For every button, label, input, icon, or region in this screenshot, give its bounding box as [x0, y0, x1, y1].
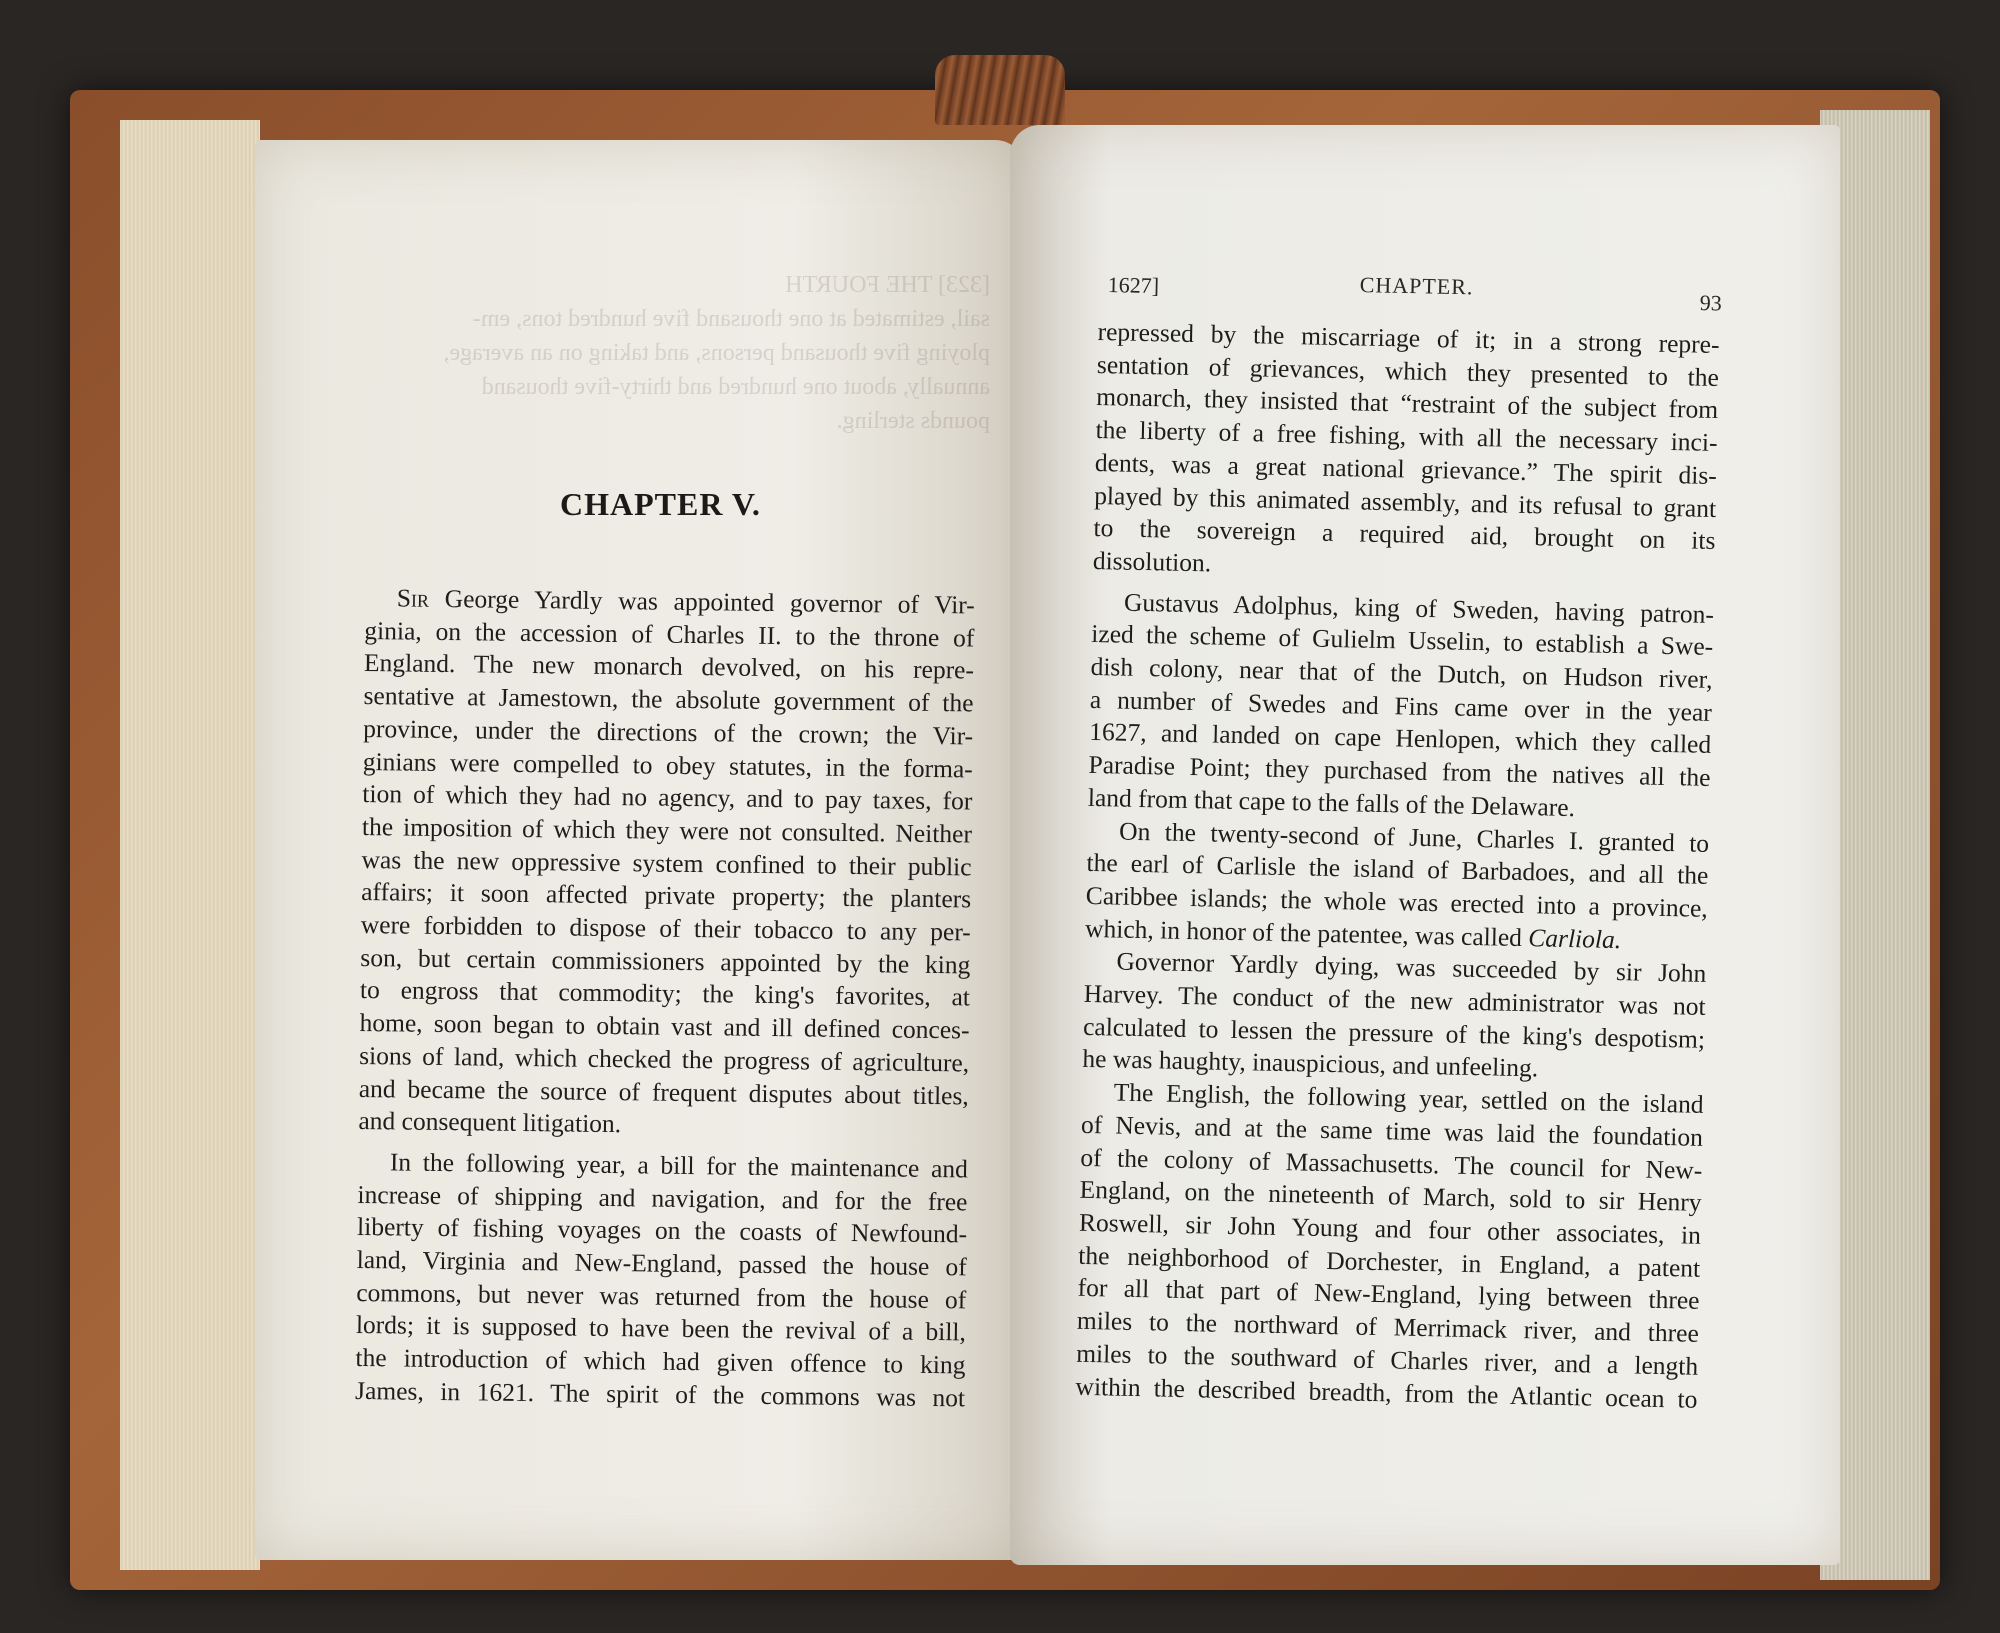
text-line: Gustavus Adolphus, king of Sweden, having patron- [1123, 587, 1715, 629]
text-line: dish colony, near that of the Dutch, on Hudson river, [1090, 651, 1713, 694]
text-line: dissolution. [1092, 545, 1212, 578]
book-spine [935, 55, 1065, 125]
text-line: were forbidden to dispose of their tobacco to any per- [360, 910, 971, 947]
text-line: and consequent litigation. [358, 1106, 622, 1139]
text-line: Governor Yardly dying, was succeeded by sir John [1116, 946, 1707, 989]
text-line: was the new oppressive system confined to their public [361, 844, 972, 882]
text-line: affairs; it soon affected private property; the planters [361, 877, 972, 914]
first-word: Sir [396, 583, 430, 613]
text-line: the liberty of a free fishing, with all the necessary inci- [1095, 415, 1718, 458]
text-line: Sir George Yardly was appointed governor of Vir- [396, 583, 975, 620]
text-line: land from that cape to the falls of the Delaware. [1087, 782, 1576, 822]
text-line: of Nevis, and at the same time was laid the foundation [1080, 1109, 1704, 1152]
text-line: miles to the southward of Charles river, and a length [1075, 1338, 1699, 1381]
page-number: 93 [1699, 290, 1722, 316]
text-line: he was haughty, inauspicious, and unfeeling. [1082, 1044, 1539, 1083]
text-line: England. The new monarch devolved, on his repre- [363, 648, 975, 685]
text-line: land, Virginia and New-England, passed the house of [356, 1245, 967, 1282]
right-page-body [1075, 316, 1720, 1416]
text-line: ized the scheme of Gulielm Usselin, to establish a Swe- [1091, 619, 1714, 662]
text-line: province, under the directions of the crown; the Vir- [363, 713, 974, 751]
text-line: commons, but never was returned from the house of [356, 1277, 967, 1315]
text-line: calculated to lessen the pressure of the king's despotism; [1082, 1011, 1706, 1054]
text-line: The English, the following year, settled on the island [1113, 1077, 1704, 1120]
text-line: of the colony of Massachusetts. The council for New- [1080, 1142, 1703, 1185]
text-line: sions of land, which checked the progress of agriculture, [359, 1040, 970, 1078]
ghost-line: pounds sterling. [836, 408, 990, 434]
text-line: to the sovereign a required aid, brought on its [1093, 513, 1716, 556]
page-edges-left [120, 120, 260, 1570]
text-line: England, on the nineteenth of March, sold to sir Henry [1079, 1175, 1702, 1218]
text-line: On the twenty-second of June, Charles I. granted to [1118, 816, 1710, 858]
text-line: which, in honor of the patentee, was called Carliola. [1084, 913, 1622, 954]
text-line: Paradise Point; they purchased from the natives all the [1088, 750, 1711, 793]
text-line: son, but certain commissioners appointed by the king [360, 942, 971, 980]
text-line: within the described breadth, from the Atlantic ocean to [1075, 1371, 1698, 1414]
ghost-line: annually, about one hundred and thirty-five thousand [481, 374, 990, 400]
ghost-line: ploying five thousand persons, and taking on an average, [443, 340, 990, 366]
text-line: sentation of grievances, which they presented to the [1096, 349, 1720, 392]
text-line: repressed by the miscarriage of it; in a strong repre- [1097, 316, 1720, 360]
text-line: sentative at Jamestown, the absolute government of the [363, 681, 974, 718]
text-line: James, in 1621. The spirit of the commons was not [354, 1375, 966, 1413]
text-line: home, soon began to obtain vast and ill defined conces- [359, 1008, 970, 1045]
text-line: to engross that commodity; the king's favorites, at [359, 975, 971, 1012]
text-line: miles to the northward of Merrimack river, and three [1076, 1305, 1700, 1348]
text-line: liberty of fishing voyages on the coasts of Newfound- [356, 1212, 968, 1249]
text-line: ginia, on the accession of Charles II. to the throne of [364, 615, 975, 653]
text-line: tion of which they had no agency, and to pay taxes, for [362, 779, 973, 816]
text-line: In the following year, a bill for the maintenance and [389, 1147, 969, 1184]
text-line: Harvey. The conduct of the new administrator was not [1083, 978, 1706, 1021]
text-line: dents, was a great national grievance.” The spirit dis- [1094, 447, 1718, 490]
text-line: the introduction of which had given offence to king [355, 1343, 966, 1380]
text-line: and became the source of frequent disputes about titles, [358, 1073, 969, 1110]
running-head-year: 1627] [1107, 272, 1160, 299]
text-line: a number of Swedes and Fins came over in the year [1089, 684, 1713, 727]
text-line: for all that part of New-England, lying between three [1077, 1273, 1700, 1316]
show-through-text [370, 268, 990, 438]
ghost-line: sail, estimated at one thousand five hundred tons, em- [472, 306, 990, 332]
text-line: the neighborhood of Dorchester, in England, a patent [1078, 1240, 1701, 1283]
running-head-title: CHAPTER. [1359, 272, 1474, 300]
text-line: the earl of Carlisle the island of Barbadoes, and all the [1086, 848, 1709, 891]
italic-name: Carliola. [1528, 922, 1622, 954]
text-line: Roswell, sir John Young and four other associates, in [1078, 1207, 1702, 1250]
chapter-title: CHAPTER V. [560, 486, 761, 522]
text-line: 1627, and landed on cape Henlopen, which they called [1088, 717, 1712, 760]
left-page-body [355, 582, 975, 1415]
text-line: ginians were compelled to obey statutes, in the forma- [362, 746, 973, 783]
text-line: monarch, they insisted that “restraint of the subject from [1096, 382, 1719, 425]
text-line: Caribbee islands; the whole was erected into a province, [1085, 880, 1709, 923]
text-line: lords; it is supposed to have been the revival of a bill, [355, 1310, 967, 1347]
text-line: played by this animated assembly, and its refusal to grant [1093, 480, 1717, 523]
text-line: the imposition of which they were not consulted. Neither [361, 811, 973, 849]
text-line: increase of shipping and navigation, and for the free [357, 1179, 968, 1217]
ghost-line: [323] THE FOURTH [785, 272, 990, 298]
